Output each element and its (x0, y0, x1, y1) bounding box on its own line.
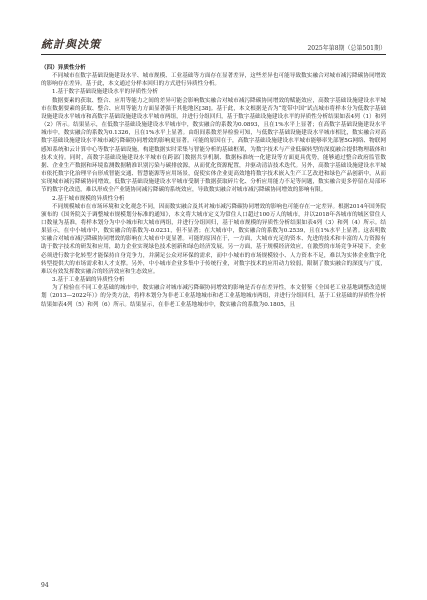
subsection-heading: 2.基于城市规模的异质性分析 (52, 195, 125, 202)
subsection-heading: 3.基于工业基础的异质性分析 (52, 277, 125, 284)
paragraph: 不同规模城市在市场环境和文化观念不同，因而数实融合及其对城市减污降碳协同增效的影响也可能存在一定差异。根据2014年国务院颁布的《国务院关于调整城市规模划分标准的通知》，本文将大城市定义为常住人口超过100万人的城市，并以2018年各城市的城区常住人口数量为基准，将样本划分为中小城市和大城市两组，并进行分组回归，基于城市规模的异质性分析结果如表4列（3）和列（4）所示。结果显示，在中小城市中，数实融合的系数为-0.0231，但不显著；在大城市中，数实融合的系数为0.2539，且在1%水平上显著。这表明数实融合对城市减污降碳协同增效的影响在大城市中更显著。可能的原因在于，一方面，大城市充足的资本、先进的技术和丰富的人力资源有助于数字技术的研发和应用，助力企业实现绿色技术创新和绿色经济发展。另一方面，基于规模经济效应，在激烈的市场竞争环境下，企业必须进行数字化转型才能保持自身竞争力，并满足公众对环保的需求，而中小城市的市场规模较小、人力资本不足，难以为实体企业数字化转型提供大的市场需求和人才支撑。另外，中小城市企业多集中于传统行业，对数字技术的应用动力较弱，限制了数实融合的深度与广度，难以有效发挥数实融合的经济效应和生态效应。 (41, 203, 386, 275)
paragraph: 不同城市在数字基础设施建设水平、城市规模、工业基础等方面存在显著差异，这些差异也可能导致数实融合对城市减污降碳协同增效的影响存在差异。基于此，本文通过分样本回归的方式进行异质性分析。 (41, 73, 386, 88)
journal-title: 統計與決策 (41, 38, 101, 51)
header-rule (41, 54, 386, 55)
paragraph: 数据要素的获取、整合、应用等能力之间的差异可能会影响数实融合对城市减污降碳协同增效的赋能效应，高数字基础设施建设水平城市在数据要素的获取、整合、应用等能力方面显著强于其他地区[38]。基于此，本文根据是否为“宽带中国”试点城市将样本分为低数字基础设施建设水平城市和高数字基础设施建设水平城市两组，并进行分组回归，基于数字基础设施建设水平的异质性分析结果如表4列（1）和列（2）所示。结果显示，在低数字基础设施建设水平城市中，数实融合的系数为0.0893，且在1%水平上显著；在高数字基础设施建设水平城市中，数实融合的系数为0.1326，且在1%水平上显著。由组间系数差异检验可知，与低数字基础设施建设水平城市相比，数实融合对高数字基础设施建设水平城市减污降碳协同增效的影响更显著。可能的原因在于，高数字基础设施建设水平城市能够率先部署5G网络、物联网感知系统和云计算中心等数字基础设施，构建数据实时采集与智能分析的基础框架，为数字技术与产业低碳转型的深度融合提供物理载体和技术支持。同时，高数字基础设施建设水平城市在跨部门数据共享机制、数据标准统一化建设等方面更具优势，能够通过整合政府监管数据、企业生产数据和环境监测数据精准识别污染与碳排放源，从而优化资源配置，并驱动清洁技术迭代。另外，高数字基础设施建设水平城市依托数字化治理平台形成智能交通、智慧能源等应用场景，促使实体企业更高效地将数字技术嵌入生产工艺改进和绿色产品创新中，从而实现城市减污降碳协同增效。低数字基础设施建设水平城市受制于数据获取碎片化、分析应用能力不足等问题，数实融合更多停留在局部环节的数字化改造，难以形成全产业链协同减污降碳的系统效应，导致数实融合对城市减污降碳协同增效的影响有限。 (41, 97, 386, 194)
subsection-heading: 1.基于数字基础设施建设水平的异质性分析 (52, 89, 159, 96)
paragraph: 为了检验在不同工业基础的城市中，数实融合对城市减污降碳协同增效的影响是否存在差异性，本文借鉴《全国老工业基地调整改造规划（2013—2022年）》的分类方法，将样本划分为非老工业基地城市和老工业基地城市两组，并进行分组回归，基于工业基础的异质性分析结果如表4列（5）和列（6）所示。结果显示，在非老工业基地城市中，数实融合的系数为0.1805，且 (41, 285, 386, 308)
issue-info: 2025年第8期（总第501期） (307, 45, 386, 52)
page-header (41, 36, 386, 52)
page-number: 94 (41, 582, 49, 589)
article-body (41, 64, 386, 309)
section-heading: （四）异质性分析 (41, 65, 86, 71)
